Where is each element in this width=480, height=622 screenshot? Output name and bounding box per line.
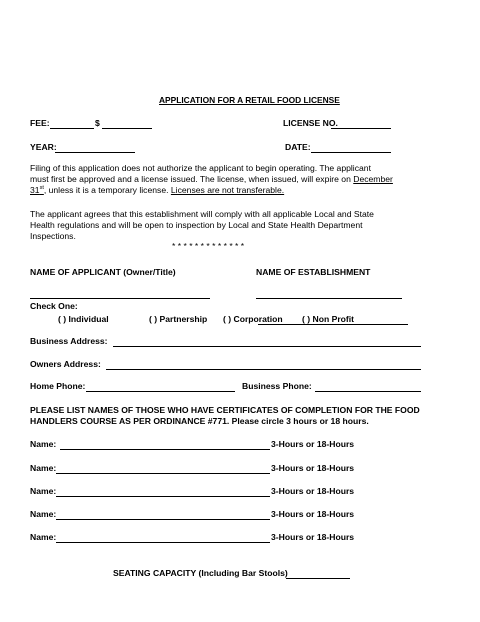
- notice-line-1: Filing of this application does not authorize the applicant to begin operating. The applicant: [30, 163, 371, 173]
- notice-expiry-month: December: [353, 174, 393, 185]
- license-no-label: LICENSE NO.: [283, 118, 338, 128]
- fee-blank[interactable]: [50, 128, 94, 129]
- hours-option-2[interactable]: 3-Hours or 18-Hours: [271, 463, 355, 473]
- home-phone-label: Home Phone:: [30, 381, 86, 391]
- agreement-line-1: The applicant agrees that this establishment will comply with all applicable Local and State: [30, 209, 374, 219]
- notice-line-3: [30, 185, 393, 196]
- notice-not-transferable: Licenses are not transferable.: [170, 185, 285, 196]
- business-address-blank[interactable]: [113, 346, 421, 347]
- seating-capacity-blank[interactable]: [286, 578, 350, 579]
- name-label-2: Name:: [30, 463, 57, 473]
- date-blank[interactable]: [311, 152, 391, 153]
- establishment-name-blank[interactable]: [256, 298, 402, 299]
- owners-address-blank[interactable]: [106, 369, 421, 370]
- notice-paragraph: [30, 163, 393, 197]
- option-individual[interactable]: ( ) Individual: [58, 314, 109, 324]
- date-label: DATE:: [285, 142, 311, 152]
- fee-amount-blank[interactable]: [102, 128, 152, 129]
- non-profit-blank[interactable]: [258, 324, 408, 325]
- establishment-label: NAME OF ESTABLISHMENT: [256, 267, 371, 277]
- seating-capacity-label: SEATING CAPACITY (Including Bar Stools): [113, 568, 288, 578]
- business-phone-blank[interactable]: [315, 391, 421, 392]
- business-address-label: Business Address:: [30, 336, 108, 346]
- fee-dollar: $: [95, 118, 100, 128]
- certificates-line-1: PLEASE LIST NAMES OF THOSE WHO HAVE CERTIFICATES OF COMPLETION FOR THE FOOD: [30, 405, 420, 415]
- name-label-4: Name:: [30, 509, 57, 519]
- form-title: APPLICATION FOR A RETAIL FOOD LICENSE: [159, 95, 340, 105]
- check-one-label: Check One:: [30, 301, 78, 311]
- applicant-label: NAME OF APPLICANT (Owner/Title): [30, 267, 176, 277]
- year-label: YEAR:: [30, 142, 57, 152]
- agreement-line-2: Health regulations and will be open to inspection by Local and State Health Department: [30, 220, 363, 231]
- name-blank-5[interactable]: [56, 542, 270, 543]
- notice-line-2a: must first be approved and a license issued. The license, when issued, will expire on: [30, 174, 354, 185]
- notice-line-3b: , unless it is a temporary license.: [43, 185, 171, 196]
- stars-divider: * * * * * * * * * * * * *: [172, 241, 245, 251]
- hours-option-3[interactable]: 3-Hours or 18-Hours: [271, 486, 355, 496]
- hours-option-5[interactable]: 3-Hours or 18-Hours: [271, 532, 355, 542]
- option-partnership[interactable]: ( ) Partnership: [149, 314, 208, 324]
- name-label-5: Name:: [30, 532, 57, 542]
- name-label-1: Name:: [30, 439, 57, 449]
- certificates-instructions: [30, 405, 420, 427]
- notice-expiry-day: [30, 185, 44, 195]
- name-blank-3[interactable]: [56, 496, 270, 497]
- owners-address-label: Owners Address:: [30, 359, 101, 369]
- hours-option-1[interactable]: 3-Hours or 18-Hours: [271, 439, 355, 449]
- name-label-3: Name:: [30, 486, 57, 496]
- hours-option-4[interactable]: 3-Hours or 18-Hours: [271, 509, 355, 519]
- fee-label: FEE:: [30, 118, 50, 128]
- option-corporation[interactable]: ( ) Corporation: [223, 314, 283, 324]
- home-phone-blank[interactable]: [86, 391, 235, 392]
- notice-expiry-day-num: 31: [30, 185, 40, 196]
- license-no-blank[interactable]: [331, 128, 391, 129]
- certificates-line-2: HANDLERS COURSE AS PER ORDINANCE #771. Please circle 3 hours or 18 hours.: [30, 416, 369, 427]
- agreement-line-3: Inspections.: [30, 231, 76, 242]
- name-blank-2[interactable]: [56, 473, 270, 474]
- name-blank-4[interactable]: [56, 519, 270, 520]
- name-blank-1[interactable]: [60, 449, 270, 450]
- notice-line-2: [30, 174, 393, 185]
- option-non-profit[interactable]: ( ) Non Profit: [302, 314, 355, 324]
- agreement-paragraph: [30, 209, 374, 243]
- applicant-name-blank[interactable]: [30, 298, 210, 299]
- business-phone-label: Business Phone:: [242, 381, 312, 391]
- notice-expiry-day-sup: st: [39, 185, 44, 192]
- year-blank[interactable]: [55, 152, 135, 153]
